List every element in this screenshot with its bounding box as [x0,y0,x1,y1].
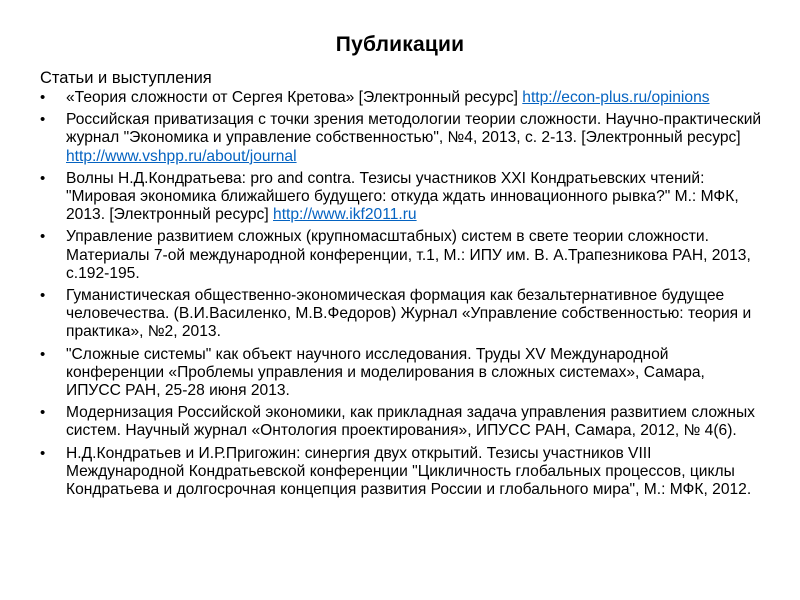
list-item [40,404,764,440]
list-item [40,346,764,401]
publication-link[interactable]: http://econ-plus.ru/opinions [522,89,710,106]
publication-text: Н.Д.Кондратьев и И.Р.Пригожин: синергия двух открытий. Тезисы участников VIII Международной Кондратьевской конференции "Цикличность глобальных процессов, циклы Кондратьева и долгосрочная концепция развития России и глобального мира", М.: МФК, 2012. [66,444,752,499]
bullet-icon: • [40,228,46,246]
list-item [40,170,764,225]
bullet-icon: • [40,287,46,305]
publication-text: Волны Н.Д.Кондратьева: pro and contra. Тезисы участников XXI Кондратьевских чтений: "Мировая экономика ближайшего будущего: откуда ждать инновационного рывка?" М.: МФК, 2013. [Электронный ресурс] [66,169,739,224]
publication-text: Гуманистическая общественно-экономическая формация как безальтернативное будущее человечества. (В.И.Василенко, М.В.Федоров) Журнал «Управление собственностью: теория и практика», №2, 2013. [66,287,752,341]
bullet-icon: • [40,404,46,422]
publication-text: "Сложные системы" как объект научного исследования. Труды XV Международной конференции «Проблемы управления и моделирования в сложных системах», Самара, ИПУСС РАН, 25-28 июня 2013. [66,345,705,400]
bullet-icon: • [40,169,46,187]
publication-link[interactable]: http://www.vshpp.ru/about/journal [66,147,297,165]
bullet-icon: • [40,444,46,462]
publication-text: Российская приватизация с точки зрения методологии теории сложности. Научно-практический журнал "Экономика и управление собственностью", №4, 2013, с. 2-13. [Электронный ресурс] [66,111,762,147]
list-item [40,287,764,342]
bullet-icon: • [40,111,46,129]
publication-text: «Теория сложности от Сергея Кретова» [Электронный ресурс] [66,89,523,106]
publication-link[interactable]: http://www.ikf2011.ru [273,206,417,224]
list-item [40,89,764,107]
page-title: Публикации [335,33,465,56]
section-subtitle: Статьи и выступления [40,69,212,87]
list-item [40,445,764,500]
list-item [40,111,764,166]
publication-text: Управление развитием сложных (крупномасштабных) систем в свете теории сложности. Материалы 7-ой международной конференции, т.1, М.: ИПУ им. В. А.Трапезникова РАН, 2013, с.192-195. [66,228,751,282]
publication-list [40,89,764,503]
list-item [40,228,764,283]
publication-text: Модернизация Российской экономики, как прикладная задача управления развитием сложных систем. Научный журнал «Онтология проектирования», ИПУСС РАН, Самара, 2012, № 4(6). [66,404,755,440]
bullet-icon: • [40,345,46,363]
bullet-icon: • [40,89,46,106]
